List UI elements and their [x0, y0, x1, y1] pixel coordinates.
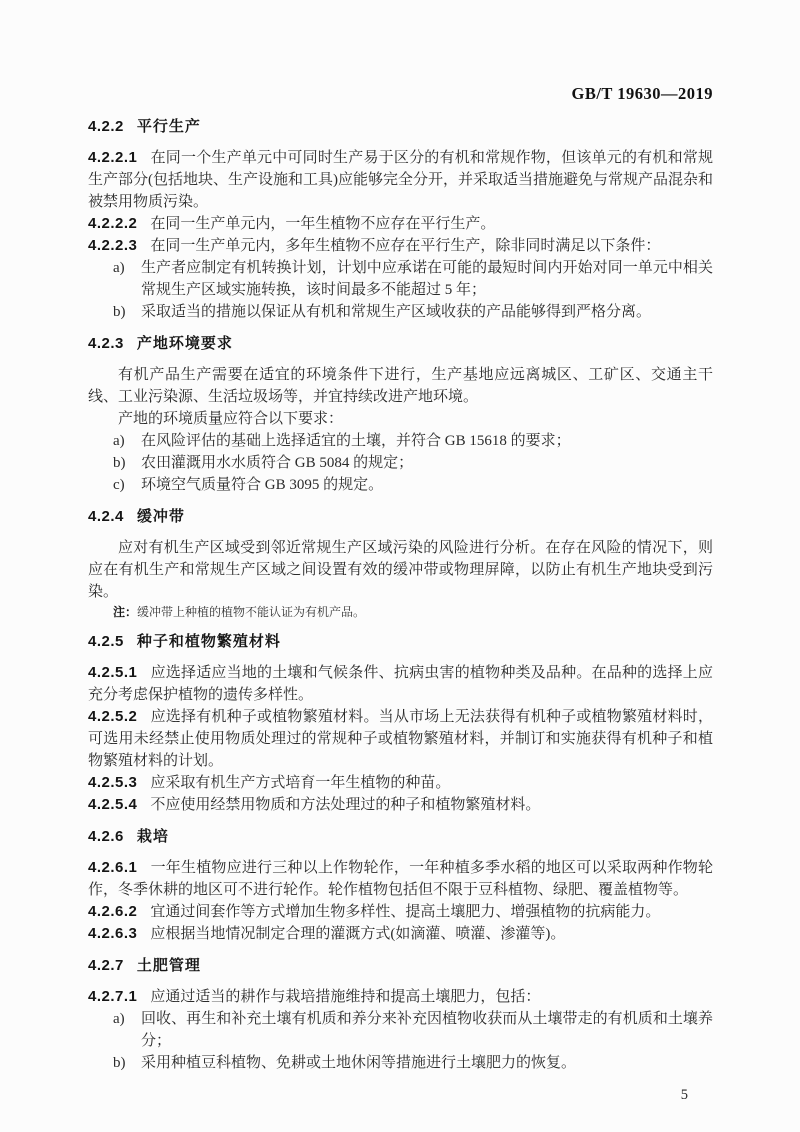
- list-item-text: 在风险评估的基础上选择适宜的土壤，并符合 GB 15618 的要求；: [141, 433, 571, 449]
- page-number: 5: [680, 1087, 688, 1103]
- clause-number: 4.2.2.3: [88, 237, 138, 254]
- clause-paragraph: [88, 772, 713, 794]
- section-buffer-zone: [88, 506, 713, 621]
- clause-text: 应采取有机生产方式培育一年生植物的种苗。: [150, 775, 451, 791]
- clause-paragraph: [88, 706, 713, 772]
- section-number: 4.2.4: [88, 508, 124, 525]
- section-heading: [88, 631, 713, 653]
- body-paragraph: 应对有机生产区域受到邻近常规生产区域污染的风险进行分析。在存在风险的情况下，则应在有机生产和常规生产区域之间设置有效的缓冲带或物理屏障，以防止有机生产地块受到污染。: [88, 540, 713, 600]
- clause-text: 应选择有机种子或植物繁殖材料。当从市场上无法获得有机种子或植物繁殖材料时，可选用未经禁止使用物质处理过的常规种子或植物繁殖材料，并制订和实施获得有机种子和植物繁殖材料的计划。: [88, 709, 713, 769]
- note: [113, 603, 713, 621]
- clause-number: 4.2.6.3: [88, 925, 138, 942]
- section-cultivation: [88, 826, 713, 945]
- body-paragraph: 产地的环境质量应符合以下要求：: [118, 411, 344, 427]
- clause-text: 应选择适应当地的土壤和气候条件、抗病虫害的植物种类及品种。在品种的选择上应充分考虑保护植物的遗传多样性。: [88, 665, 713, 703]
- section-title: 栽培: [136, 828, 169, 845]
- clause-number: 4.2.2.2: [88, 215, 138, 232]
- clause-paragraph: [88, 794, 713, 816]
- section-heading: [88, 955, 713, 977]
- list-item-label: c): [113, 477, 125, 493]
- clause-paragraph: [88, 923, 713, 945]
- clause-text: 在同一生产单元内，一年生植物不应存在平行生产。: [150, 216, 496, 232]
- clause-paragraph: [88, 901, 713, 923]
- clause-text: 应根据当地情况制定合理的灌溉方式(如滴灌、喷灌、渗灌等)。: [150, 926, 566, 942]
- list-item: [88, 301, 713, 323]
- standard-code: GB/T 19630—2019: [571, 84, 713, 103]
- section-number: 4.2.7: [88, 957, 124, 974]
- clause-number: 4.2.6.2: [88, 903, 138, 920]
- section-number: 4.2.6: [88, 828, 124, 845]
- section-heading: [88, 333, 713, 355]
- section-parallel-production: [88, 116, 713, 323]
- clause-text: 宜通过间套作等方式增加生物多样性、提高土壤肥力、增强植物的抗病能力。: [150, 904, 661, 920]
- section-title: 产地环境要求: [136, 335, 233, 352]
- section-number: 4.2.2: [88, 118, 124, 135]
- clause-text: 应通过适当的耕作与栽培措施维持和提高土壤肥力，包括：: [150, 989, 541, 1005]
- list-item-text: 生产者应制定有机转换计划，计划中应承诺在可能的最短时间内开始对同一单元中相关常规生产区域实施转换，该时间最多不能超过 5 年；: [141, 260, 713, 298]
- list-item: [88, 430, 713, 452]
- list-item-label: a): [113, 260, 125, 276]
- clause-number: 4.2.5.2: [88, 708, 138, 725]
- list-item: [88, 474, 713, 496]
- clause-paragraph: [88, 213, 713, 235]
- clause-paragraph: [88, 986, 713, 1008]
- section-title: 缓冲带: [136, 508, 185, 525]
- list-item-text: 环境空气质量符合 GB 3095 的规定。: [141, 477, 384, 493]
- clause-number: 4.2.7.1: [88, 988, 138, 1005]
- section-seeds-propagation: [88, 631, 713, 816]
- list-item-label: b): [113, 455, 126, 471]
- list-item: [88, 1052, 713, 1074]
- list-item-text: 采取适当的措施以保证从有机和常规生产区域收获的产品能够得到严格分离。: [141, 304, 652, 320]
- list-item-label: b): [113, 304, 126, 320]
- section-site-environment: [88, 333, 713, 496]
- list-item-label: b): [113, 1055, 126, 1071]
- section-title: 土肥管理: [136, 957, 201, 974]
- clause-number: 4.2.5.1: [88, 664, 138, 681]
- clause-number: 4.2.5.4: [88, 796, 138, 813]
- list-item: [88, 257, 713, 301]
- list-item-text: 农田灌溉用水水质符合 GB 5084 的规定；: [141, 455, 414, 471]
- list-item: [88, 452, 713, 474]
- section-heading: [88, 826, 713, 848]
- note-label: 注：: [113, 605, 138, 619]
- list-item-label: a): [113, 1011, 125, 1027]
- section-soil-fertility: [88, 955, 713, 1074]
- section-number: 4.2.5: [88, 633, 124, 650]
- clause-paragraph: [88, 857, 713, 901]
- clause-number: 4.2.6.1: [88, 859, 138, 876]
- section-heading: [88, 116, 713, 138]
- clause-text: 一年生植物应进行三种以上作物轮作，一年种植多季水稻的地区可以采取两种作物轮作，冬季休耕的地区可不进行轮作。轮作植物包括但不限于豆科植物、绿肥、覆盖植物等。: [88, 860, 713, 898]
- document-header: [88, 86, 713, 102]
- list-item-label: a): [113, 433, 125, 449]
- body-paragraph: 有机产品生产需要在适宜的环境条件下进行，生产基地应远离城区、工矿区、交通主干线、工业污染源、生活垃圾场等，并宜持续改进产地环境。: [88, 367, 713, 405]
- clause-paragraph: [88, 235, 713, 257]
- section-title: 种子和植物繁殖材料: [136, 633, 281, 650]
- section-number: 4.2.3: [88, 335, 124, 352]
- list-item-text: 回收、再生和补充土壤有机质和养分来补充因植物收获而从土壤带走的有机质和土壤养分；: [141, 1011, 713, 1049]
- note-text: 缓冲带上种植的植物不能认证为有机产品。: [137, 605, 366, 619]
- clause-paragraph: [88, 147, 713, 213]
- clause-text: 在同一生产单元内，多年生植物不应存在平行生产，除非同时满足以下条件：: [150, 238, 661, 254]
- section-title: 平行生产: [136, 118, 201, 135]
- list-item: [88, 1008, 713, 1052]
- clause-text: 在同一个生产单元中可同时生产易于区分的有机和常规作物，但该单元的有机和常规生产部分(包括地块、生产设施和工具)应能够完全分开，并采取适当措施避免与常规产品混杂和被禁用物质污染。: [88, 150, 713, 210]
- clause-text: 不应使用经禁用物质和方法处理过的种子和植物繁殖材料。: [150, 797, 541, 813]
- clause-number: 4.2.2.1: [88, 149, 138, 166]
- list-item-text: 采用种植豆科植物、免耕或土地休闲等措施进行土壤肥力的恢复。: [141, 1055, 577, 1071]
- clause-paragraph: [88, 662, 713, 706]
- clause-number: 4.2.5.3: [88, 774, 138, 791]
- section-heading: [88, 506, 713, 528]
